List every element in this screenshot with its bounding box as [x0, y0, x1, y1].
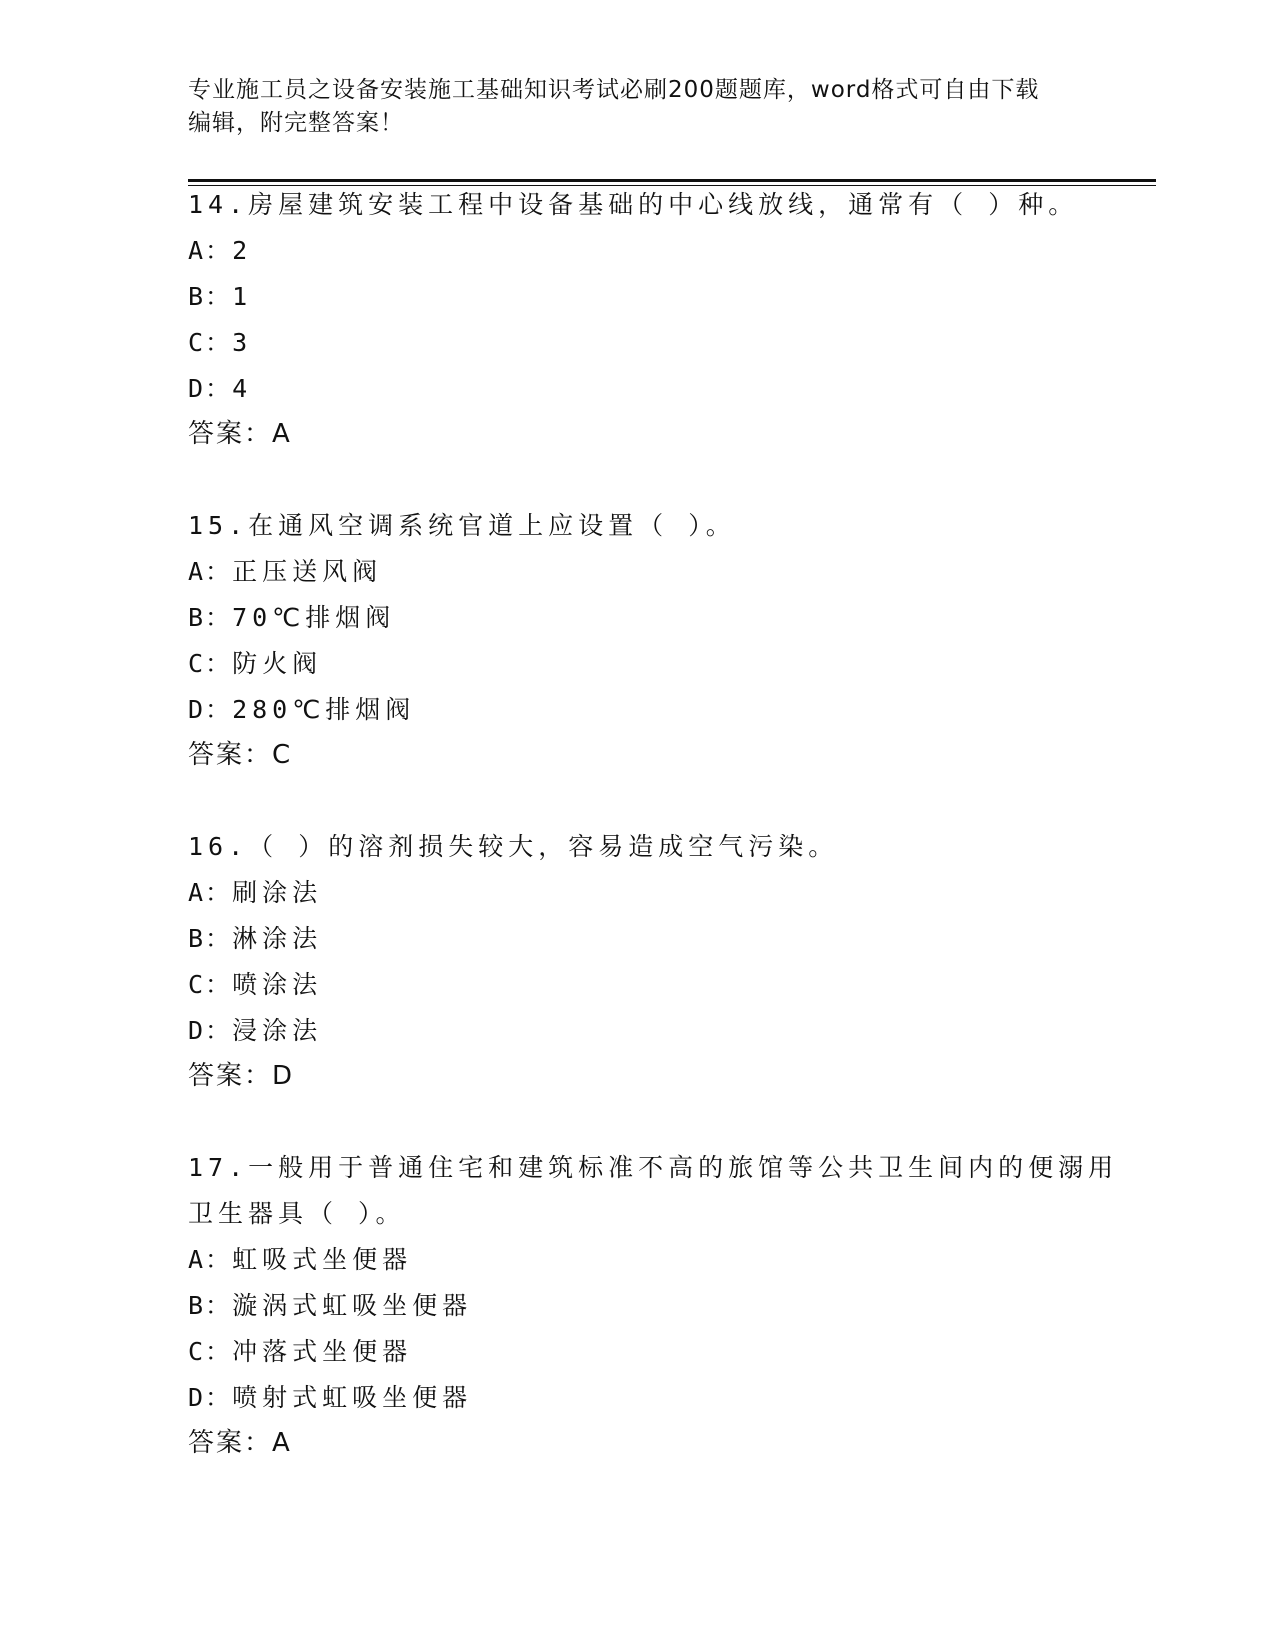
option-key: C： [188, 1337, 233, 1366]
document-header [188, 74, 1088, 140]
question-text: 15.在通风空调系统官道上应设置（ ）。 [188, 511, 736, 540]
option-value: 280℃排烟阀 [232, 695, 416, 724]
option-d [188, 1375, 1088, 1421]
option-key: A： [188, 557, 233, 586]
question-15 [188, 503, 1088, 777]
option-a [188, 228, 1088, 274]
question-16 [188, 824, 1088, 1098]
option-value: 喷射式虹吸坐便器 [232, 1383, 473, 1412]
option-value: 1 [232, 282, 253, 311]
option-value: 浸涂法 [232, 1016, 323, 1045]
question-17 [188, 1145, 1119, 1465]
option-key: C： [188, 970, 233, 999]
option-value: 漩涡式虹吸坐便器 [232, 1291, 473, 1320]
option-value: 淋涂法 [232, 924, 323, 953]
option-value: 正压送风阀 [232, 557, 383, 586]
header-title-line-2: 编辑，附完整答案！ [188, 110, 404, 136]
option-key: A： [188, 236, 233, 265]
option-value: 刷涂法 [232, 878, 323, 907]
option-key: C： [188, 328, 233, 357]
question-text: 14.房屋建筑安装工程中设备基础的中心线放线，通常有（ ）种。 [188, 190, 1079, 219]
option-a [188, 1237, 1088, 1283]
answer-line: 答案：A [188, 1428, 292, 1458]
question-text-line-2: 卫生器具（ ）。 [188, 1199, 406, 1228]
option-key: B： [188, 1291, 233, 1320]
option-value: 4 [232, 374, 253, 403]
answer-line: 答案：A [188, 419, 292, 449]
option-b [188, 274, 1088, 320]
question-text: 16.（ ）的溶剂损失较大，容易造成空气污染。 [188, 832, 839, 861]
option-value: 喷涂法 [232, 970, 323, 999]
option-c [188, 320, 1088, 366]
question-14 [188, 182, 1088, 456]
header-title-line-1: 专业施工员之设备安装施工基础知识考试必刷200题题库，word格式可自由下载 [188, 77, 1040, 103]
option-value: 虹吸式坐便器 [232, 1245, 413, 1274]
option-b [188, 595, 1088, 641]
option-value: 防火阀 [232, 649, 323, 678]
answer-line: 答案：C [188, 740, 293, 770]
answer-line: 答案：D [188, 1061, 295, 1091]
option-key: B： [188, 282, 233, 311]
option-key: A： [188, 1245, 233, 1274]
option-key: A： [188, 878, 233, 907]
question-text-line-1: 17.一般用于普通住宅和建筑标准不高的旅馆等公共卫生间内的便溺用 [188, 1153, 1119, 1182]
option-key: D： [188, 1016, 233, 1045]
option-key: B： [188, 924, 233, 953]
option-key: D： [188, 1383, 233, 1412]
option-c [188, 641, 1088, 687]
option-b [188, 916, 1088, 962]
option-d [188, 366, 1088, 412]
option-key: C： [188, 649, 233, 678]
option-c [188, 1329, 1088, 1375]
option-key: D： [188, 374, 233, 403]
option-value: 3 [232, 328, 253, 357]
option-key: D： [188, 695, 233, 724]
option-value: 2 [232, 236, 253, 265]
option-a [188, 870, 1088, 916]
option-c [188, 962, 1088, 1008]
option-key: B： [188, 603, 233, 632]
option-b [188, 1283, 1088, 1329]
option-d [188, 687, 1088, 733]
option-value: 70℃排烟阀 [232, 603, 396, 632]
option-value: 冲落式坐便器 [232, 1337, 413, 1366]
option-a [188, 549, 1088, 595]
option-d [188, 1008, 1088, 1054]
